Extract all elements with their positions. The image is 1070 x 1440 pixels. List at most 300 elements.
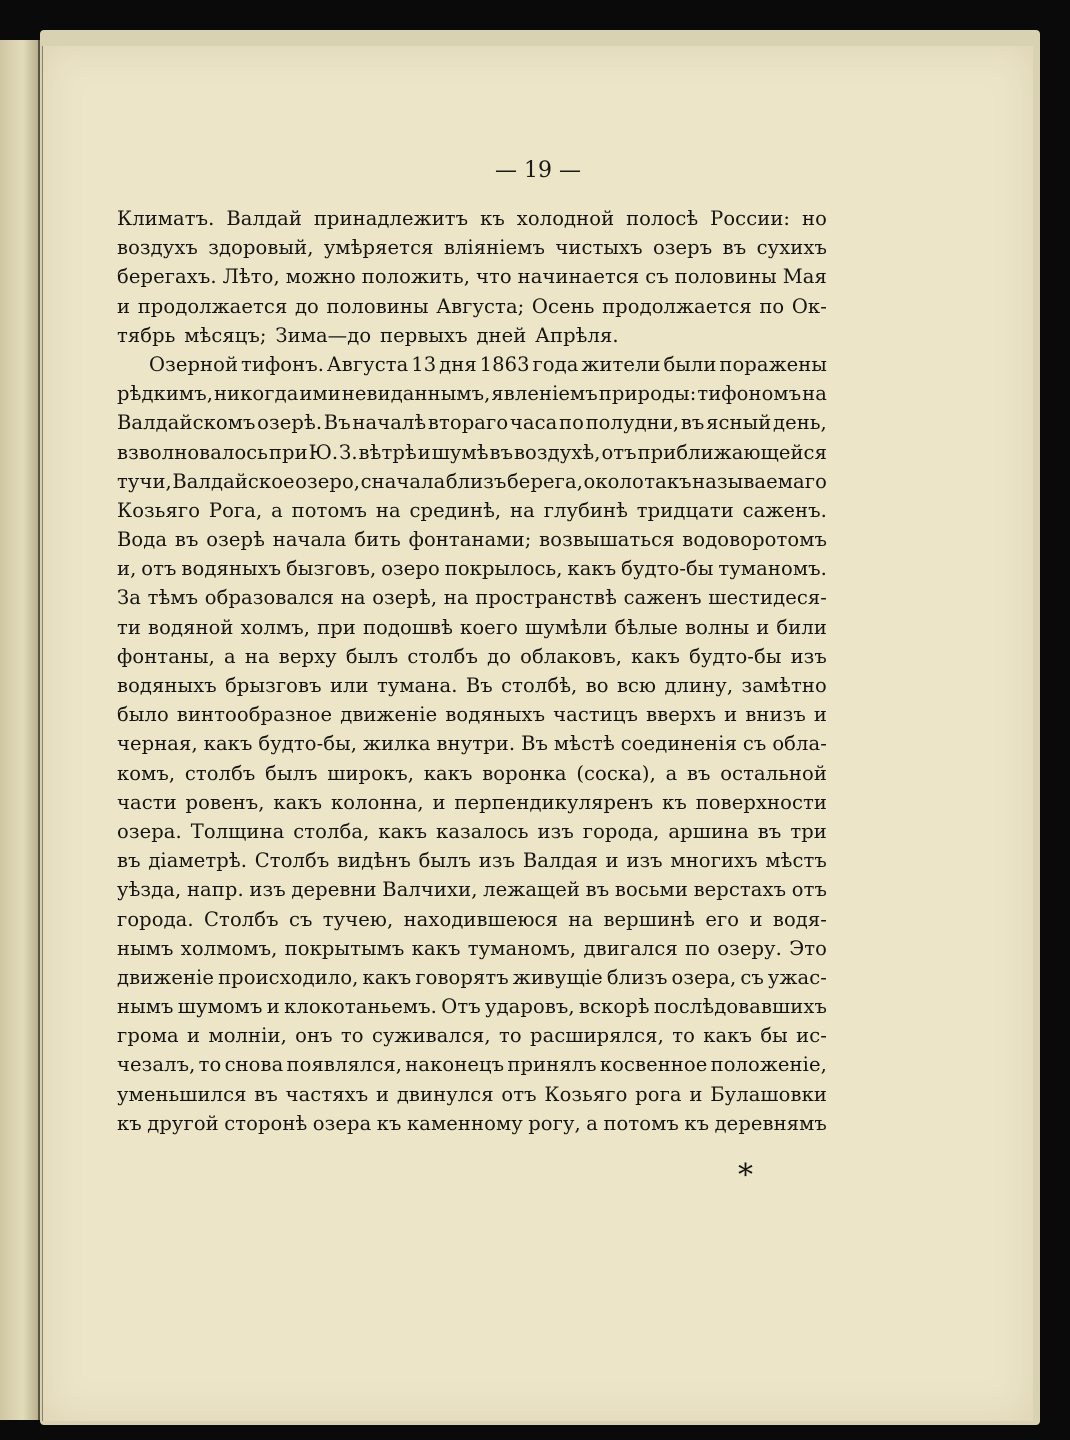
- previous-page-edge: [0, 40, 40, 1420]
- word: и: [266, 995, 280, 1019]
- word: называемаго: [692, 469, 827, 493]
- word: къ: [480, 207, 505, 230]
- word: уменьшился: [117, 1082, 247, 1106]
- word: Въ: [521, 732, 548, 756]
- word: покрытымъ: [284, 936, 405, 960]
- word: изъ: [478, 849, 516, 873]
- word: на: [340, 586, 366, 610]
- word: холмъ,: [240, 615, 311, 639]
- text-line: [117, 934, 827, 963]
- word: срединѣ,: [409, 498, 502, 522]
- word: діаметрѣ.: [148, 849, 248, 873]
- word: рогу,: [528, 1111, 581, 1135]
- word: водяной: [148, 615, 234, 639]
- text-line: [117, 992, 827, 1021]
- word: во: [585, 674, 609, 697]
- word: сухихъ: [756, 236, 827, 260]
- word: и: [749, 907, 763, 931]
- word: въ: [722, 236, 747, 260]
- word: три: [790, 819, 827, 843]
- word: потомъ: [291, 498, 368, 522]
- word: Климатъ.: [117, 207, 215, 230]
- word: обла-: [772, 732, 827, 756]
- word: при: [268, 440, 308, 464]
- word: на: [802, 382, 827, 406]
- word: около: [583, 469, 644, 493]
- word: столбъ: [184, 761, 256, 785]
- text-line: [117, 875, 827, 904]
- word: былъ: [265, 761, 318, 785]
- word: туманомъ.: [718, 557, 827, 581]
- word: и: [117, 294, 131, 318]
- word: втораго: [427, 411, 509, 435]
- word: приближающейся: [637, 440, 827, 464]
- word: шумомъ: [177, 995, 263, 1019]
- word: косвенное: [599, 1053, 708, 1077]
- word: живущіе: [512, 965, 603, 989]
- word: и: [375, 1082, 390, 1106]
- word: Августа;: [436, 294, 525, 318]
- word: какъ: [703, 1024, 753, 1048]
- word: ясный: [706, 411, 772, 435]
- word: а: [271, 498, 283, 522]
- word: ис-: [796, 1024, 827, 1048]
- word: съ: [740, 965, 764, 989]
- word: водяныхъ: [181, 557, 282, 581]
- word: какъ: [378, 819, 428, 843]
- word: и,: [117, 557, 137, 581]
- text-line: [117, 671, 827, 700]
- word: дней: [476, 323, 527, 347]
- word: За: [117, 586, 141, 610]
- word: принадлежитъ: [313, 207, 469, 230]
- word: водяныхъ: [117, 674, 217, 697]
- word: какъ: [362, 965, 412, 989]
- word: другой: [147, 1111, 219, 1135]
- word: сначала: [360, 469, 446, 493]
- text-line: [117, 292, 827, 321]
- word: умѣряется: [323, 236, 434, 260]
- word: вверхъ: [646, 703, 717, 727]
- word: Зима—до: [275, 323, 372, 347]
- word: началѣ: [352, 411, 427, 435]
- word: озерѣ: [206, 528, 265, 552]
- word: на: [568, 907, 594, 931]
- word: какъ: [567, 557, 617, 581]
- word: и: [813, 703, 827, 727]
- word: остальной: [720, 761, 827, 785]
- word: какъ: [273, 790, 323, 814]
- word: здоровый,: [208, 236, 314, 260]
- text-line: [117, 467, 827, 496]
- word: мѣстъ: [765, 849, 827, 873]
- word: года: [532, 352, 579, 376]
- word: Валдайское: [172, 469, 295, 493]
- word: какъ: [631, 644, 680, 668]
- word: невиданнымъ,: [341, 382, 491, 406]
- word: озера.: [117, 819, 182, 843]
- word: въ: [757, 819, 782, 843]
- word: замѣтно: [741, 674, 827, 697]
- word: то: [340, 1024, 364, 1048]
- word: холодной: [516, 207, 615, 230]
- word: верху: [278, 644, 337, 668]
- word: природы:: [598, 382, 697, 406]
- word: саженъ: [623, 586, 702, 610]
- text-line: [117, 583, 827, 612]
- word: поражены: [719, 352, 827, 376]
- word: рѣдкимъ,: [117, 382, 214, 406]
- word: многихъ: [670, 849, 758, 873]
- text-line: [117, 963, 827, 992]
- word: Валдайскомъ: [117, 411, 256, 435]
- word: воздухъ: [117, 236, 198, 260]
- word: России:: [710, 207, 791, 230]
- word: начинается: [517, 265, 640, 289]
- word: изъ: [537, 819, 574, 843]
- word: фонтанами;: [408, 528, 532, 552]
- word: отъ: [501, 1082, 537, 1106]
- word: на: [244, 644, 270, 668]
- word: клокотаньемъ.: [284, 995, 437, 1019]
- word: до: [487, 644, 512, 668]
- word: положеніе,: [710, 1053, 827, 1077]
- word: жилка: [362, 732, 431, 756]
- word: бызговъ,: [286, 557, 377, 581]
- word: говорятъ: [415, 965, 509, 989]
- word: ими: [299, 382, 341, 406]
- word: снова: [224, 1053, 284, 1077]
- word: озеро: [381, 557, 440, 581]
- text-line: [117, 905, 827, 934]
- word: мѣстѣ: [553, 732, 615, 756]
- text-line: [117, 496, 827, 525]
- word: было: [117, 703, 169, 727]
- word: ровенъ,: [185, 790, 265, 814]
- word: столба,: [293, 819, 370, 843]
- text-line: [117, 817, 827, 846]
- word: тифонъ.: [240, 352, 325, 376]
- word: изъ: [626, 849, 663, 873]
- word: нымъ: [117, 995, 174, 1019]
- word: бить: [354, 528, 401, 552]
- word: длину,: [664, 674, 734, 697]
- word: озеро,: [295, 469, 361, 493]
- word: продолжается: [137, 294, 288, 318]
- word: изъ: [790, 644, 827, 668]
- word: Озерной: [149, 352, 239, 376]
- word: Въ: [465, 674, 493, 697]
- word: въ: [585, 878, 610, 902]
- word: частицъ: [553, 703, 639, 727]
- word: въ: [254, 1082, 278, 1106]
- word: восьми: [614, 878, 688, 902]
- word: при: [317, 615, 356, 639]
- text-line: [117, 1109, 827, 1138]
- word: озерѣ,: [372, 586, 438, 610]
- word: чезалъ,: [117, 1053, 196, 1077]
- word: водя-: [772, 907, 827, 931]
- word: Апрѣля.: [535, 323, 619, 347]
- word: взволновалось: [117, 440, 269, 464]
- word: вершинѣ: [603, 907, 696, 931]
- word: соединенія: [620, 732, 737, 756]
- word: его: [705, 907, 740, 931]
- word: винтообразное: [176, 703, 333, 727]
- word: ударовъ,: [485, 995, 575, 1019]
- word: отъ: [791, 878, 827, 902]
- word: Вода: [117, 528, 168, 552]
- word: онъ: [295, 1024, 333, 1048]
- word: саженъ.: [742, 498, 827, 522]
- word: полудни,: [585, 411, 680, 435]
- word: съ: [742, 732, 767, 756]
- word: мѣсяцъ;: [184, 323, 267, 347]
- word: (соска),: [576, 761, 656, 785]
- word: били: [776, 615, 827, 639]
- word: можно: [285, 265, 356, 289]
- word: шумѣ: [431, 440, 489, 464]
- text-line: [117, 554, 827, 583]
- word: на: [443, 586, 469, 610]
- word: бы: [760, 1024, 788, 1048]
- word: Столбъ: [204, 907, 279, 931]
- word: къ: [117, 1111, 142, 1135]
- word: наконецъ: [405, 1053, 505, 1077]
- word: Козьяго: [117, 498, 201, 522]
- word: въ: [489, 440, 514, 464]
- word: каменному: [406, 1111, 523, 1135]
- word: пространствѣ: [475, 586, 617, 610]
- word: въ: [686, 761, 711, 785]
- word: близъ: [445, 469, 507, 493]
- word: озеру.: [717, 936, 782, 960]
- word: положить,: [361, 265, 471, 289]
- word: на: [375, 498, 401, 522]
- word: берега,: [506, 469, 584, 493]
- word: озеръ: [652, 236, 713, 260]
- word: деревни: [291, 878, 377, 902]
- word: воздухѣ,: [513, 440, 601, 464]
- word: и: [756, 615, 770, 639]
- word: столбъ: [407, 644, 479, 668]
- word: коего: [460, 615, 518, 639]
- text-line: [117, 700, 827, 729]
- word: всю: [616, 674, 657, 697]
- word: появлялся,: [286, 1053, 403, 1077]
- text-line: [117, 438, 827, 467]
- word: послѣдовавшихъ: [653, 995, 827, 1019]
- text-line: [117, 759, 827, 788]
- word: въ: [117, 849, 141, 873]
- word: бѣлые: [614, 615, 679, 639]
- word: шестидеся-: [708, 586, 827, 610]
- word: и: [417, 440, 431, 464]
- word: комъ,: [117, 761, 176, 785]
- word: а: [665, 761, 678, 785]
- word: шумѣли: [525, 615, 608, 639]
- word: по: [685, 936, 710, 960]
- word: Это: [789, 936, 827, 960]
- word: движеніе: [340, 703, 438, 727]
- word: города.: [117, 907, 194, 931]
- word: къ: [376, 1111, 402, 1135]
- text-line: [117, 408, 827, 437]
- word: Ю.: [308, 440, 339, 464]
- word: тучею,: [322, 907, 394, 931]
- word: находившеюся: [403, 907, 558, 931]
- word: волны: [685, 615, 750, 639]
- word: Рога,: [208, 498, 263, 522]
- word: въ: [174, 528, 199, 552]
- word: расширялся,: [530, 1024, 664, 1048]
- word: къ: [662, 790, 687, 814]
- word: то: [499, 1024, 522, 1048]
- word: широкъ,: [327, 761, 415, 785]
- text-line: [117, 1021, 827, 1050]
- word: З.: [339, 440, 358, 464]
- word: Августа: [326, 352, 409, 376]
- word: или: [329, 674, 369, 697]
- word: такъ: [644, 469, 692, 493]
- word: продолжается: [602, 294, 752, 318]
- word: казалось: [436, 819, 529, 843]
- word: Мая: [782, 265, 827, 289]
- word: водоворотомъ: [682, 528, 827, 552]
- word: Отъ: [441, 995, 481, 1019]
- word: были: [663, 352, 717, 376]
- text-line: [117, 613, 827, 642]
- word: воронка: [482, 761, 567, 785]
- word: полосѣ: [626, 207, 699, 230]
- word: части: [117, 790, 177, 814]
- word: озерѣ.: [257, 411, 323, 435]
- word: рога: [635, 1082, 682, 1106]
- word: Ок-: [791, 294, 827, 318]
- word: то: [672, 1024, 695, 1048]
- word: что: [475, 265, 512, 289]
- word: двигался: [583, 936, 678, 960]
- text-line: [117, 642, 827, 671]
- word: колонна,: [330, 790, 424, 814]
- word: напр.: [186, 878, 244, 902]
- text-line: [117, 525, 827, 554]
- word: возвышаться: [539, 528, 675, 552]
- word: съ: [288, 907, 313, 931]
- page-body: [117, 204, 827, 1138]
- word: начала: [272, 528, 347, 552]
- word: и: [605, 849, 619, 873]
- word: Столбъ: [254, 849, 330, 873]
- word: вѣтрѣ: [358, 440, 417, 464]
- word: тучи,: [117, 469, 172, 493]
- word: образовался: [204, 586, 335, 610]
- word: подошвѣ: [362, 615, 453, 639]
- word: видѣнъ: [337, 849, 411, 873]
- word: Булашовки: [710, 1082, 827, 1106]
- word: былъ: [345, 644, 399, 668]
- word: то: [198, 1053, 222, 1077]
- word: а: [224, 644, 236, 668]
- word: на: [510, 498, 535, 522]
- word: вліяніемъ: [443, 236, 546, 260]
- text-line: [117, 321, 827, 350]
- text-line: [117, 846, 827, 875]
- word: тумана.: [376, 674, 458, 697]
- word: Валдай: [226, 207, 302, 230]
- word: лежащей: [483, 878, 581, 902]
- word: Валдая: [522, 849, 598, 873]
- word: и: [187, 1024, 201, 1048]
- word: озера,: [671, 965, 737, 989]
- text-line: [117, 729, 827, 758]
- word: туманомъ,: [467, 936, 577, 960]
- word: вскорѣ: [578, 995, 650, 1019]
- word: аршина: [668, 819, 749, 843]
- word: озера: [312, 1111, 372, 1135]
- word: тифономъ: [697, 382, 802, 406]
- word: по: [759, 294, 785, 318]
- word: и: [724, 703, 738, 727]
- word: день,: [773, 411, 827, 435]
- word: тябрь: [117, 323, 176, 347]
- word: былъ: [418, 849, 472, 873]
- word: какъ: [423, 761, 473, 785]
- word: верстахъ: [693, 878, 787, 902]
- word: какъ: [411, 936, 461, 960]
- word: ужас-: [767, 965, 827, 989]
- word: 13: [411, 352, 437, 376]
- word: и: [432, 790, 446, 814]
- word: отъ: [141, 557, 177, 581]
- word: глубинѣ: [543, 498, 628, 522]
- word: принялъ: [507, 1053, 597, 1077]
- word: города,: [582, 819, 660, 843]
- text-line: [117, 1050, 827, 1079]
- word: будто-бы: [621, 557, 714, 581]
- word: половины: [674, 265, 777, 289]
- page-number: — 19 —: [495, 158, 581, 183]
- word: Въ: [323, 411, 351, 435]
- word: а: [586, 1111, 599, 1135]
- word: Лѣто,: [222, 265, 280, 289]
- word: поверхности: [695, 790, 827, 814]
- word: изъ: [249, 878, 286, 902]
- word: потомъ: [603, 1111, 679, 1135]
- word: тридцати: [636, 498, 734, 522]
- word: Осень: [531, 294, 595, 318]
- word: сторонѣ: [224, 1111, 308, 1135]
- word: Толщина: [190, 819, 285, 843]
- text-line: [117, 262, 827, 291]
- word: грома: [117, 1024, 179, 1048]
- word: ти: [117, 615, 141, 639]
- word: перпендикуляренъ: [454, 790, 654, 814]
- word: внизъ: [745, 703, 806, 727]
- word: суживался,: [371, 1024, 491, 1048]
- word: внутри.: [436, 732, 516, 756]
- word: покрылось,: [444, 557, 563, 581]
- word: происходило,: [218, 965, 359, 989]
- word: никогда: [213, 382, 299, 406]
- word: по: [558, 411, 584, 435]
- word: жители: [581, 352, 661, 376]
- word: въ: [680, 411, 705, 435]
- word: уѣзда,: [117, 878, 182, 902]
- text-line: [117, 1080, 827, 1109]
- word: съ: [645, 265, 669, 289]
- word: Козьяго: [544, 1082, 628, 1106]
